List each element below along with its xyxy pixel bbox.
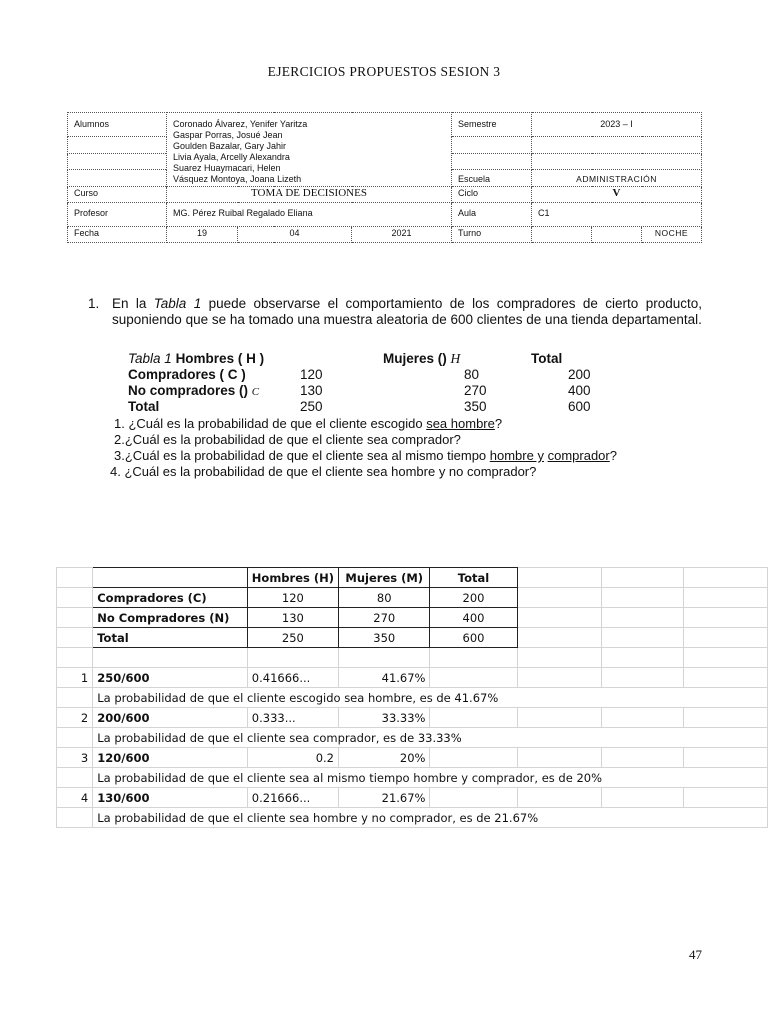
sheet-cell: [517, 748, 601, 768]
sheet-cell: [683, 748, 767, 768]
sheet-cell: [57, 568, 93, 588]
q1-end: ?: [494, 416, 503, 431]
sheet-cell: [601, 628, 683, 648]
sheet-cell: [57, 628, 93, 648]
cell: 400: [568, 383, 591, 398]
sheet-cell: [601, 648, 683, 668]
alumnos-label: Alumnos: [68, 113, 167, 137]
sheet-cell: [93, 648, 248, 668]
answer-sentence: La probabilidad de que el cliente sea al mismo tiempo hombre y comprador, es de 20%: [93, 768, 768, 788]
blank-cell: [68, 169, 167, 186]
page-number: 47: [689, 947, 702, 962]
escuela-label: Escuela: [452, 169, 532, 186]
sheet-cell: [683, 788, 767, 808]
blank-cell: [68, 153, 167, 169]
sheet-cell: [430, 788, 517, 808]
row-label-text: No compradores (): [128, 383, 249, 398]
sheet-cell: [601, 568, 683, 588]
sheet-row-label: No Compradores (N): [93, 608, 248, 628]
answer-percent: 33.33%: [339, 708, 430, 728]
sheet-cell: [57, 768, 93, 788]
profesor-value: MG. Pérez Ruibal Regalado Eliana: [167, 203, 452, 227]
student-name: Goulden Bazalar, Gary Jahir: [173, 141, 287, 151]
cell: 200: [568, 367, 591, 382]
sheet-value: 270: [339, 608, 430, 628]
sheet-header: Mujeres (M): [339, 568, 430, 588]
profesor-label: Profesor: [68, 203, 167, 227]
caption-text: Tabla 1: [128, 351, 172, 366]
answer-sentence: La probabilidad de que el cliente sea hombre y no comprador, es de 21.67%: [93, 808, 768, 828]
answer-number: 2: [57, 708, 93, 728]
sheet-cell: [430, 708, 517, 728]
sheet-cell: [57, 648, 93, 668]
header-mujeres-symbol: H: [450, 351, 461, 366]
q3-text: 3.¿Cuál es la probabilidad de que el cliente sea al mismo tiempo: [114, 448, 490, 463]
sheet-cell: [57, 808, 93, 828]
cell: 130: [300, 383, 323, 398]
curso-label: Curso: [68, 187, 167, 203]
sheet-cell: [683, 668, 767, 688]
sheet-cell: [430, 668, 517, 688]
sheet-cell: [517, 668, 601, 688]
sheet-cell: [57, 588, 93, 608]
cell: 350: [464, 399, 487, 414]
curso-value: TOMA DE DECISIONES: [167, 187, 452, 203]
blank-cell: [592, 227, 642, 243]
blank-cell: [532, 137, 702, 153]
q3-underlined-2: comprador: [547, 448, 610, 463]
sheet-cell: [601, 608, 683, 628]
cell: 250: [300, 399, 323, 414]
cell: 270: [464, 383, 487, 398]
header-mujeres: [383, 351, 460, 367]
blank-cell: [68, 137, 167, 153]
q1-underlined: sea hombre: [426, 416, 495, 431]
answer-number: 1: [57, 668, 93, 688]
sheet-cell: [517, 608, 601, 628]
sheet-cell: [517, 788, 601, 808]
turno-value: NOCHE: [642, 227, 702, 243]
tabla-caption: [128, 351, 264, 367]
students-list: [167, 113, 452, 187]
sheet-cell: [601, 668, 683, 688]
header-total: Total: [531, 351, 563, 366]
row-label-symbol: C: [251, 386, 260, 398]
sheet-cell: [517, 708, 601, 728]
ciclo-value: V: [532, 187, 702, 203]
semestre-value: 2023 – I: [532, 113, 702, 137]
sheet-value: 200: [430, 588, 517, 608]
cell: 600: [568, 399, 591, 414]
sheet-cell: [683, 708, 767, 728]
sheet-cell: [517, 588, 601, 608]
sheet-value: 130: [247, 608, 338, 628]
sheet-cell: [57, 688, 93, 708]
sheet-cell: [339, 648, 430, 668]
question-4: 4. ¿Cuál es la probabilidad de que el cliente sea hombre y no comprador?: [110, 464, 537, 479]
sheet-cell: [93, 568, 248, 588]
blank-cell: [452, 137, 532, 153]
answer-decimal: 0.21666...: [247, 788, 338, 808]
fecha-year: 2021: [352, 227, 452, 243]
sheet-cell: [683, 588, 767, 608]
aula-value: C1: [532, 203, 702, 227]
header-mujeres-text: Mujeres (): [383, 351, 447, 366]
answer-number: 4: [57, 788, 93, 808]
sheet-value: 250: [247, 628, 338, 648]
header-hombres: Hombres ( H ): [175, 351, 265, 366]
sheet-value: 80: [339, 588, 430, 608]
sheet-cell: [683, 648, 767, 668]
sheet-cell: [430, 748, 517, 768]
questions-list: [110, 416, 617, 480]
semestre-label: Semestre: [452, 113, 532, 137]
row-label: [128, 383, 259, 400]
q3-end: ?: [609, 448, 617, 463]
q1-text: 1. ¿Cuál es la probabilidad de que el cliente escogido: [114, 416, 427, 431]
problem-number: 1.: [88, 296, 100, 311]
answer-percent: 41.67%: [339, 668, 430, 688]
sheet-header: Hombres (H): [247, 568, 338, 588]
answer-decimal: 0.333...: [247, 708, 338, 728]
sheet-row-label: Total: [93, 628, 248, 648]
aula-label: Aula: [452, 203, 532, 227]
sheet-cell: [683, 568, 767, 588]
answer-number: 3: [57, 748, 93, 768]
escuela-value: ADMINISTRACIÓN: [532, 169, 702, 186]
fecha-label: Fecha: [68, 227, 167, 243]
student-name: Gaspar Porras, Josué Jean: [173, 130, 283, 140]
sheet-value: 400: [430, 608, 517, 628]
fecha-day: 19: [167, 227, 238, 243]
blank-cell: [532, 153, 702, 169]
sheet-value: 600: [430, 628, 517, 648]
spreadsheet: [56, 567, 768, 828]
answer-sentence: La probabilidad de que el cliente escogido sea hombre, es de 41.67%: [93, 688, 768, 708]
answer-fraction: 120/600: [93, 748, 248, 768]
student-name: Livia Ayala, Arcelly Alexandra: [173, 152, 290, 162]
sheet-cell: [517, 628, 601, 648]
answer-percent: 20%: [339, 748, 430, 768]
answer-fraction: 130/600: [93, 788, 248, 808]
sheet-cell: [247, 648, 338, 668]
problem-text: [112, 296, 702, 328]
info-table: [67, 112, 702, 243]
sheet-cell: [601, 788, 683, 808]
sheet-header: Total: [430, 568, 517, 588]
sheet-cell: [57, 728, 93, 748]
row-label: Total: [128, 399, 160, 414]
answer-fraction: 250/600: [93, 668, 248, 688]
blank-cell: [532, 227, 592, 243]
sheet-cell: [430, 648, 517, 668]
question-2: 2.¿Cuál es la probabilidad de que el cliente sea comprador?: [114, 432, 461, 447]
problem-text-rest: puede observarse el comportamiento de los compradores de cierto producto, suponiendo que se ha tomado una muestra aleatoria de 600 clientes de una tienda departamental.: [112, 296, 702, 327]
sheet-cell: [57, 608, 93, 628]
problem-text-table-ref: Tabla 1: [153, 296, 202, 311]
ciclo-label: Ciclo: [452, 187, 532, 203]
answer-sentence: La probabilidad de que el cliente sea comprador, es de 33.33%: [93, 728, 768, 748]
sheet-row-label: Compradores (C): [93, 588, 248, 608]
fecha-month: 04: [238, 227, 352, 243]
student-name: Vásquez Montoya, Joana Lizeth: [173, 174, 302, 184]
q3-underlined-1: hombre y: [489, 448, 544, 463]
sheet-cell: [517, 568, 601, 588]
student-name: Suarez Huaymacari, Helen: [173, 163, 281, 173]
problem-statement: [88, 296, 702, 328]
turno-label: Turno: [452, 227, 532, 243]
sheet-cell: [601, 588, 683, 608]
answer-percent: 21.67%: [339, 788, 430, 808]
answer-decimal: 0.2: [247, 748, 338, 768]
blank-cell: [452, 153, 532, 169]
question-3: [114, 448, 617, 464]
question-1: [114, 416, 617, 432]
cell: 120: [300, 367, 323, 382]
problem-text-start: En la: [112, 296, 154, 311]
answer-fraction: 200/600: [93, 708, 248, 728]
sheet-cell: [517, 648, 601, 668]
sheet-cell: [683, 608, 767, 628]
cell: 80: [464, 367, 480, 382]
row-label: Compradores ( C ): [128, 367, 246, 382]
sheet-value: 350: [339, 628, 430, 648]
sheet-cell: [601, 708, 683, 728]
answer-decimal: 0.41666...: [247, 668, 338, 688]
page-title: EJERCICIOS PROPUESTOS SESION 3: [267, 64, 501, 79]
sheet-cell: [601, 748, 683, 768]
sheet-cell: [683, 628, 767, 648]
sheet-value: 120: [247, 588, 338, 608]
student-name: Coronado Álvarez, Yenifer Yaritza: [173, 119, 308, 129]
